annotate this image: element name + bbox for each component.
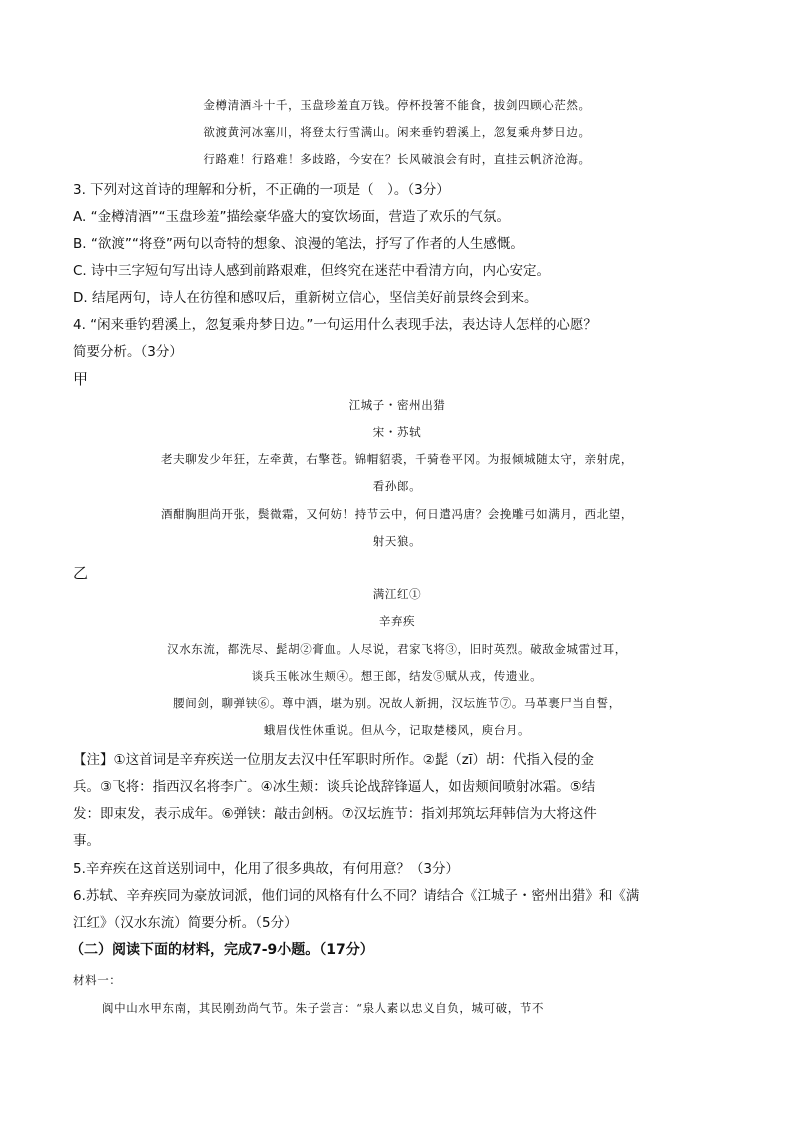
poem-jia-line: 射天狼。 [372,534,422,548]
poem-yi-line: 蛾眉伐性休重说。但从今，记取楚楼风，庾台月。 [263,723,531,737]
poem-marker-jia: 甲 [73,370,89,388]
question-3-stem: 3. 下列对这首诗的理解和分析，不正确的一项是（ ）。（3分） [73,182,450,198]
note-line: 兵。③飞将：指西汉名将李广。④冰生颊：谈兵论战辞锋逼人，如齿颊间喷射冰霜。⑤结 [73,779,596,795]
poem-line: 欲渡黄河冰塞川，将登太行雪满山。闲来垂钓碧溪上，忽复乘舟梦日边。 [203,125,591,139]
material-line: 阆中山水甲东南，其民刚劲尚气节。朱子尝言：“泉人素以忠义自负，城可破，节不 [102,1001,545,1015]
poem-jia-line: 看孙郎。 [372,479,422,493]
note-line: 事。 [73,833,100,849]
material-label: 材料一： [73,973,122,987]
question-5: 5.辛弃疾在这首送别词中，化用了很多典故，有何用意？（3分） [73,861,459,877]
poem-yi-line: 谈兵玉帐冰生颊④。想王郎，结发⑤赋从戎，传遗业。 [251,669,543,683]
poem-yi-author: 辛弃疾 [378,614,416,628]
question-3-option-d: D. 结尾两句，诗人在彷徨和感叹后，重新树立信心，坚信美好前景终会到来。 [73,290,538,306]
question-6-line: 6.苏轼、辛弃疾同为豪放词派，他们词的风格有什么不同？请结合《江城子・密州出猎》和《满 [73,888,640,904]
question-3-option-b: B. “欲渡”“将登”两句以奇特的想象、浪漫的笔法，抒写了作者的人生感慨。 [73,236,524,252]
poem-jia-author: 宋・苏轼 [372,425,422,439]
question-4-line: 4. “闲来垂钓碧溪上，忽复乘舟梦日边。”一句运用什么表现手法，表达诗人怎样的心愿？ [73,317,597,333]
section-heading: （二）阅读下面的材料，完成7-9小题。（17分） [70,942,374,958]
poem-marker-yi: 乙 [73,564,89,582]
note-line: 【注】①这首词是辛弃疾送一位朋友去汉中任军职时所作。②髭（zī）胡：代指入侵的金 [73,752,595,768]
note-line: 发：即束发，表示成年。⑥弹铗：敲击剑柄。⑦汉坛旌节：指刘邦筑坛拜韩信为大将这件 [73,806,597,822]
question-3-option-a: A. “金樽清酒”“玉盘珍羞”描绘豪华盛大的宴饮场面，营造了欢乐的气氛。 [73,209,511,225]
question-4-line: 简要分析。（3分） [73,344,183,360]
poem-line: 金樽清酒斗十千，玉盘珍羞直万钱。停杯投箸不能食，拔剑四顾心茫然。 [203,98,591,112]
poem-yi-title: 满江红① [372,587,422,601]
poem-line: 行路难！行路难！多歧路，今安在？长风破浪会有时，直挂云帆济沧海。 [203,152,591,166]
poem-jia-line: 老夫聊发少年狂，左牵黄，右擎苍。锦帽貂裘，千骑卷平冈。为报倾城随太守，亲射虎， [161,452,633,466]
poem-jia-title: 江城子・密州出猎 [348,398,446,412]
poem-yi-line: 腰间剑，聊弹铗⑥。尊中酒，堪为别。况故人新拥，汉坛旌节⑦。马革裹尸当自誓， [173,696,621,710]
poem-jia-line: 酒酣胸胆尚开张，鬓微霜，又何妨！持节云中，何日遣冯唐？会挽雕弓如满月，西北望， [161,507,633,521]
question-6-line: 江红》（汉水东流）简要分析。（5分） [73,915,298,931]
question-3-option-c: C. 诗中三字短句写出诗人感到前路艰难，但终究在迷茫中看清方向，内心安定。 [73,263,551,279]
poem-yi-line: 汉水东流，都洗尽、髭胡②膏血。人尽说，君家飞将③，旧时英烈。破敌金城雷过耳， [167,642,627,656]
